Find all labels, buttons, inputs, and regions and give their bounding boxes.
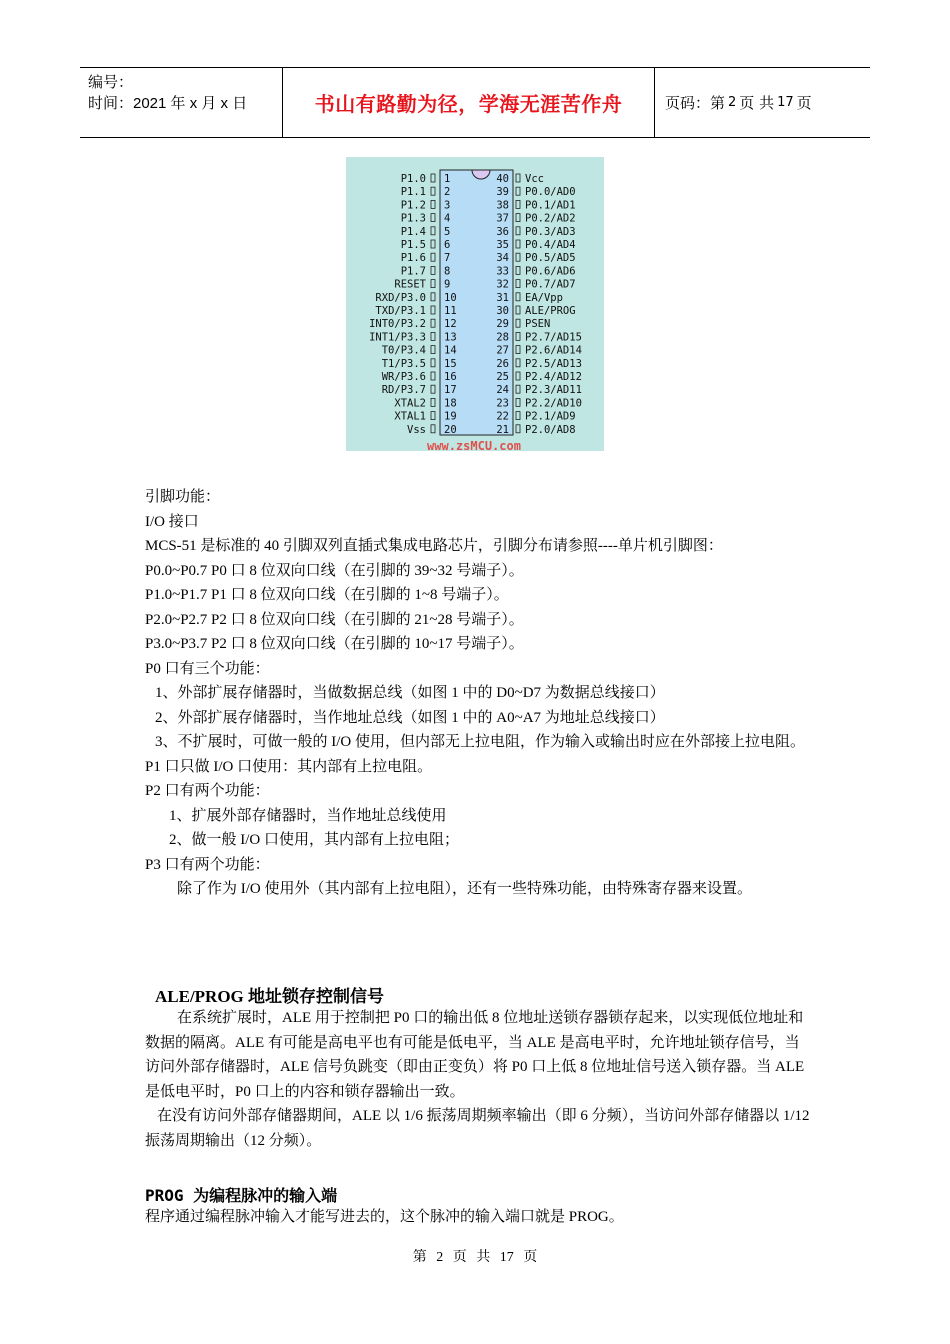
line-pin-function: 引脚功能： <box>145 489 221 505</box>
pinout-diagram <box>346 157 604 451</box>
left-pin-label: XTAL2 <box>394 397 426 410</box>
left-pin-label: INT1/P3.3 <box>369 331 426 344</box>
right-pin-label: Vcc <box>525 173 544 185</box>
document-time-label: 时间：2021 年 x 月 x 日 <box>88 95 248 112</box>
right-pin-label: P0.1/AD1 <box>525 199 576 212</box>
right-pin-lead <box>516 280 520 288</box>
page-header <box>80 67 870 138</box>
line-mcs51-intro: MCS-51 是标准的 40 引脚双列直插式集成电路芯片，引脚分布请参照----单片机引脚图： <box>145 538 723 554</box>
header-motto: 书山有路勤为径，学海无涯苦作舟 <box>283 68 655 137</box>
line-p2: P2.0~P2.7 P2 口 8 位双向口线（在引脚的 21~28 号端子）。 <box>145 611 524 628</box>
right-pin-label: P0.6/AD6 <box>525 265 576 278</box>
footer-word-gong: 共 <box>476 1250 491 1265</box>
left-pin-number: 10 <box>444 291 457 304</box>
line-p0-functions: P0 口有三个功能： <box>145 660 270 677</box>
left-pin-lead <box>431 385 435 393</box>
right-pin-label: P2.1/AD9 <box>525 410 576 423</box>
line-p2-functions: P2 口有两个功能： <box>145 783 270 799</box>
left-pin-lead <box>431 293 435 301</box>
left-pin-lead <box>431 306 435 314</box>
left-pin-label: RD/P3.7 <box>381 384 426 397</box>
right-pin-lead <box>516 306 520 314</box>
left-pin-label: T0/P3.4 <box>381 344 426 357</box>
right-pin-number: 28 <box>496 331 509 344</box>
left-pin-number: 5 <box>444 225 451 238</box>
left-pin-label: Vss <box>407 423 426 436</box>
line-p2-func2: 2、做一般 I/O 口使用，其内部有上拉电阻； <box>169 832 459 848</box>
line-p1: P1.0~P1.7 P1 口 8 位双向口线（在引脚的 1~8 号端子）。 <box>145 587 509 603</box>
left-pin-number: 17 <box>444 384 457 397</box>
left-pin-lead <box>431 240 435 248</box>
left-pin-number: 8 <box>444 265 451 278</box>
header-page-info <box>655 68 870 137</box>
left-pin-lead <box>431 187 435 195</box>
left-pin-lead <box>431 266 435 274</box>
right-pin-number: 21 <box>496 423 509 436</box>
right-pin-lead <box>516 319 520 327</box>
right-pin-label: ALE/PROG <box>525 305 576 317</box>
watermark-text: www.zsMCU.com <box>427 439 521 451</box>
left-pin-label: P1.0 <box>400 173 426 185</box>
right-pin-label: P0.2/AD2 <box>525 212 576 225</box>
right-pin-lead <box>516 253 520 261</box>
right-pin-number: 30 <box>496 305 509 317</box>
left-pin-number: 19 <box>444 410 457 423</box>
right-pin-lead <box>516 412 520 420</box>
left-pin-lead <box>431 280 435 288</box>
right-pin-label: P2.6/AD14 <box>525 344 582 357</box>
footer-page: 2 <box>436 1250 444 1265</box>
right-pin-lead <box>516 385 520 393</box>
left-pin-label: P1.3 <box>400 212 426 225</box>
left-pin-lead <box>431 227 435 235</box>
right-pin-label: P2.3/AD11 <box>525 384 582 397</box>
left-pin-number: 9 <box>444 278 451 291</box>
right-pin-number: 38 <box>496 199 509 212</box>
left-pin-label: XTAL1 <box>394 410 426 423</box>
prog-section-title: PROG 为编程脉冲的输入端 <box>145 1186 338 1205</box>
left-pin-label: P1.5 <box>400 239 426 251</box>
right-pin-label: P2.2/AD10 <box>525 397 582 410</box>
left-pin-label: P1.4 <box>400 225 426 238</box>
left-pin-number: 16 <box>444 371 457 383</box>
right-pin-label: P0.7/AD7 <box>525 278 576 291</box>
footer-word-ye: 页 <box>452 1250 467 1265</box>
ale-paragraph-1: 在系统扩展时，ALE 用于控制把 P0 口的输出低 8 位地址送锁存器锁存起来，以实现低位地址和数据的隔离。ALE 有可能是高电平也有可能是低电平，当 ALE 是高电平时，允许地址锁存信号，当访问外部存储器时，ALE 信号负跳变（即由正变负）将 P0 口上低 8 位地址信号送入锁存器。当 ALE 是低电平时，P0 口上的内容和锁存器输出一致。 <box>145 1010 805 1100</box>
left-pin-lead <box>431 425 435 433</box>
page-suffix: 页 <box>796 94 812 112</box>
right-pin-number: 33 <box>496 265 509 278</box>
right-pin-lead <box>516 214 520 222</box>
line-p2-func1: 1、扩展外部存储器时，当作地址总线使用 <box>169 807 447 824</box>
right-pin-number: 34 <box>496 252 509 265</box>
right-pin-lead <box>516 240 520 248</box>
page-mid: 页 共 <box>739 94 775 112</box>
right-pin-lead <box>516 227 520 235</box>
left-pin-label: RXD/P3.0 <box>375 291 426 304</box>
right-pin-lead <box>516 359 520 367</box>
header-meta <box>80 68 283 137</box>
right-pin-label: P0.0/AD0 <box>525 186 576 199</box>
left-pin-label: P1.1 <box>400 186 426 199</box>
right-pin-number: 37 <box>496 212 509 225</box>
footer-total: 17 <box>499 1250 514 1265</box>
ale-paragraph-2: 在没有访问外部存储器期间，ALE 以 1/6 振荡周期频率输出（即 6 分频），当访问外部存储器以 1/12 振荡周期输出（12 分频）。 <box>145 1108 810 1149</box>
right-pin-label: PSEN <box>525 318 551 331</box>
line-p0-func2: 2、外部扩展存储器时，当作地址总线（如图 1 中的 A0~A7 为地址总线接口） <box>155 709 665 726</box>
pin-function-text <box>145 485 810 902</box>
left-pin-number: 20 <box>444 423 457 436</box>
right-pin-lead <box>516 266 520 274</box>
page-prefix: 页码：第 <box>665 94 726 112</box>
left-pin-lead <box>431 253 435 261</box>
right-pin-number: 22 <box>496 410 509 423</box>
right-pin-number: 39 <box>496 186 509 199</box>
right-pin-number: 36 <box>496 225 509 238</box>
right-pin-lead <box>516 187 520 195</box>
right-pin-label: P2.4/AD12 <box>525 371 582 383</box>
left-pin-number: 6 <box>444 239 451 251</box>
left-pin-number: 11 <box>444 305 457 317</box>
line-io-interface: I/O 接口 <box>145 513 199 530</box>
left-pin-lead <box>431 412 435 420</box>
right-pin-lead <box>516 332 520 340</box>
right-pin-lead <box>516 398 520 406</box>
right-pin-number: 25 <box>496 371 509 383</box>
left-pin-lead <box>431 174 435 182</box>
left-pin-label: P1.7 <box>400 265 426 278</box>
right-pin-number: 27 <box>496 344 509 357</box>
right-pin-lead <box>516 293 520 301</box>
line-p3: P3.0~P3.7 P2 口 8 位双向口线（在引脚的 10~17 号端子）。 <box>145 636 524 652</box>
left-pin-lead <box>431 359 435 367</box>
left-pin-label: P1.6 <box>400 252 426 265</box>
right-pin-label: P2.5/AD13 <box>525 357 582 370</box>
left-pin-label: P1.2 <box>400 199 426 212</box>
line-p3-functions: P3 口有两个功能： <box>145 856 270 873</box>
right-pin-number: 32 <box>496 278 509 291</box>
prog-section-body: 程序通过编程脉冲输入才能写进去的，这个脉冲的输入端口就是 PROG。 <box>145 1209 624 1225</box>
left-pin-number: 18 <box>444 397 457 410</box>
right-pin-label: P2.0/AD8 <box>525 423 576 436</box>
left-pin-number: 1 <box>444 173 451 185</box>
right-pin-label: P0.3/AD3 <box>525 225 576 238</box>
right-pin-lead <box>516 200 520 208</box>
right-pin-number: 40 <box>496 173 509 185</box>
page-number: 2 <box>728 95 737 110</box>
footer-word-di: 第 <box>412 1250 427 1265</box>
left-pin-lead <box>431 214 435 222</box>
left-pin-number: 13 <box>444 331 457 344</box>
line-p0-func3: 3、不扩展时，可做一般的 I/O 使用，但内部无上拉电阻，作为输入或输出时应在外部接上拉电阻。 <box>155 734 805 750</box>
right-pin-label: EA/Vpp <box>525 291 563 304</box>
left-pin-number: 7 <box>444 252 451 265</box>
right-pin-number: 29 <box>496 318 509 331</box>
left-pin-number: 14 <box>444 344 457 357</box>
document-number-label: 编号： <box>88 74 134 91</box>
right-pin-label: P0.4/AD4 <box>525 239 576 251</box>
left-pin-lead <box>431 398 435 406</box>
left-pin-lead <box>431 319 435 327</box>
left-pin-number: 12 <box>444 318 457 331</box>
left-pin-number: 15 <box>444 357 457 370</box>
left-pin-number: 4 <box>444 212 451 225</box>
right-pin-lead <box>516 346 520 354</box>
right-pin-number: 24 <box>496 384 509 397</box>
left-pin-lead <box>431 200 435 208</box>
line-p1-function: P1 口只做 I/O 口使用：其内部有上拉电阻。 <box>145 758 433 775</box>
left-pin-lead <box>431 332 435 340</box>
line-p0-func1: 1、外部扩展存储器时，当做数据总线（如图 1 中的 D0~D7 为数据总线接口） <box>155 685 665 701</box>
left-pin-label: TXD/P3.1 <box>375 305 426 317</box>
right-pin-label: P0.5/AD5 <box>525 252 576 265</box>
left-pin-label: INT0/P3.2 <box>369 318 426 331</box>
mcs51-pinout-figure <box>346 157 604 451</box>
page-total: 17 <box>777 95 794 110</box>
right-pin-number: 26 <box>496 357 509 370</box>
left-pin-number: 2 <box>444 186 451 199</box>
left-pin-lead <box>431 372 435 380</box>
ale-section-title: ALE/PROG 地址锁存控制信号 <box>155 987 385 1006</box>
right-pin-number: 23 <box>496 397 509 410</box>
right-pin-number: 31 <box>496 291 509 304</box>
line-p3-func: 除了作为 I/O 使用外（其内部有上拉电阻），还有一些特殊功能，由特殊寄存器来设置。 <box>177 881 752 897</box>
right-pin-label: P2.7/AD15 <box>525 331 582 344</box>
right-pin-lead <box>516 174 520 182</box>
ale-section-body <box>145 1006 810 1153</box>
right-pin-number: 35 <box>496 239 509 251</box>
page-footer <box>0 1246 950 1266</box>
right-pin-lead <box>516 425 520 433</box>
left-pin-label: WR/P3.6 <box>381 371 426 383</box>
left-pin-lead <box>431 346 435 354</box>
left-pin-number: 3 <box>444 199 451 212</box>
line-p0: P0.0~P0.7 P0 口 8 位双向口线（在引脚的 39~32 号端子）。 <box>145 562 524 579</box>
left-pin-label: T1/P3.5 <box>381 357 426 370</box>
left-pin-label: RESET <box>394 278 426 291</box>
footer-word-ye-2: 页 <box>523 1250 538 1265</box>
right-pin-lead <box>516 372 520 380</box>
